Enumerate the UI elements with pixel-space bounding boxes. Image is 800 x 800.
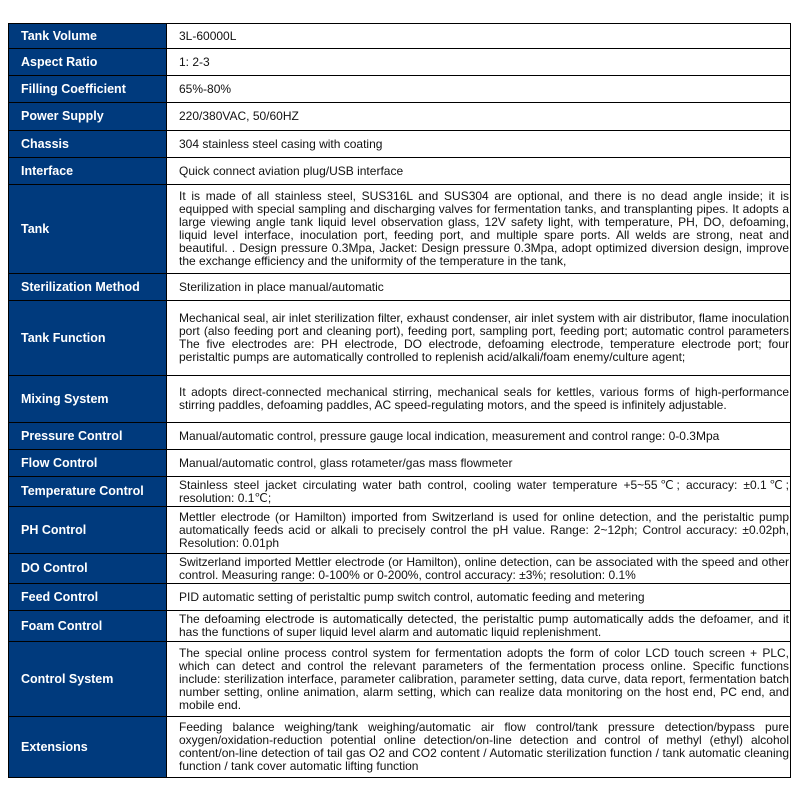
row-value: The special online process control system for fermentation adopts the form of color LCD touch screen + PLC, which can detect and control the relevant parameters of the fermentation process online. Specific functions include: sterilization interface, parameter calibration, parameter setting, data curve, data report, fermentation batch number setting, online animation, alarm setting, which can realize data monitoring on the host end, PC end, and mobile end. [167,642,791,717]
row-label: Temperature Control [9,477,167,507]
row-value: 304 stainless steel casing with coating [167,131,791,158]
row-label: Tank Volume [9,24,167,49]
table-row [9,717,791,778]
row-label: DO Control [9,554,167,584]
row-value: Switzerland imported Mettler electrode (or Hamilton), online detection, can be associated with the speed and other control. Measuring range: 0-100% or 0-200%, control accuracy: ±3%; resolution: 0.1% [167,554,791,584]
table-row [9,301,791,376]
table-row [9,185,791,274]
spec-table [8,23,791,778]
row-label: Feed Control [9,584,167,611]
table-row [9,274,791,301]
table-row [9,642,791,717]
row-value: 65%-80% [167,76,791,103]
row-value: Mechanical seal, air inlet sterilization filter, exhaust condenser, air inlet system with air distributor, flame inoculation port (also feeding port and cleaning port), feeding port, sampling port, feeding port; automatic control parameters The five electrodes are: PH electrode, DO electrode, defoaming electrode, temperature electrode port; four peristaltic pumps are automatically controlled to replenish acid/alkali/foam enemy/culture agent; [167,301,791,376]
table-row [9,376,791,423]
row-label: Mixing System [9,376,167,423]
row-label: Pressure Control [9,423,167,450]
row-label: Power Supply [9,103,167,131]
row-value: It is made of all stainless steel, SUS316L and SUS304 are optional, and there is no dead angle inside; it is equipped with special sampling and discharging valves for fermentation tanks, and transplanting pipes. It adopts a large viewing angle tank liquid level observation glass, 12V safety light, with temperature, PH, DO, defoaming, liquid level interface, inoculation port, feeding port, and multiple spare ports. All welds are strong, neat and beautiful. . Design pressure 0.3Mpa, Jacket: Design pressure 0.3Mpa, adopt optimized diversion design, improve the exchange efficiency and the uniformity of the temperature in the tank, [167,185,791,274]
table-row [9,584,791,611]
row-value: 1: 2-3 [167,49,791,76]
table-row [9,131,791,158]
row-value: 220/380VAC, 50/60HZ [167,103,791,131]
row-value: Feeding balance weighing/tank weighing/automatic air flow control/tank pressure detection/bypass pure oxygen/oxidation-reduction potential online detection/on-line detection and control of methyl (ethyl) alcohol content/on-line detection of tail gas O2 and CO2 content / Automatic sterilization function / tank automatic cleaning function / tank cover automatic lifting function [167,717,791,778]
row-label: Filling Coefficient [9,76,167,103]
row-label: Sterilization Method [9,274,167,301]
table-row [9,158,791,185]
row-label: Tank [9,185,167,274]
row-value: Mettler electrode (or Hamilton) imported from Switzerland is used for online detection, and the peristaltic pump automatically feeds acid or alkali to precisely control the pH value. Range: 2~12ph; Control accuracy: ±0.02ph, Resolution: 0.01ph [167,507,791,554]
row-value: Stainless steel jacket circulating water bath control, cooling water temperature +5~55℃; accuracy: ±0.1℃; resolution: 0.1℃; [167,477,791,507]
table-row [9,507,791,554]
row-value: Manual/automatic control, glass rotameter/gas mass flowmeter [167,450,791,477]
row-value: The defoaming electrode is automatically detected, the peristaltic pump automatically adds the defoamer, and it has the functions of super liquid level alarm and automatic liquid replenishment. [167,611,791,642]
row-value: It adopts direct-connected mechanical stirring, mechanical seals for kettles, various forms of high-performance stirring paddles, defoaming paddles, AC speed-regulating motors, and the speed is infinitely adjustable. [167,376,791,423]
row-label: Interface [9,158,167,185]
row-label: Tank Function [9,301,167,376]
table-row [9,611,791,642]
row-value: PID automatic setting of peristaltic pump switch control, automatic feeding and metering [167,584,791,611]
table-row [9,49,791,76]
row-value: Manual/automatic control, pressure gauge local indication, measurement and control range: 0-0.3Mpa [167,423,791,450]
row-label: Aspect Ratio [9,49,167,76]
row-label: Foam Control [9,611,167,642]
row-value: Sterilization in place manual/automatic [167,274,791,301]
table-row [9,477,791,507]
table-row [9,76,791,103]
table-row [9,423,791,450]
row-value: Quick connect aviation plug/USB interface [167,158,791,185]
table-row [9,103,791,131]
table-row [9,24,791,49]
table-row [9,554,791,584]
row-label: Flow Control [9,450,167,477]
row-label: PH Control [9,507,167,554]
row-value: 3L-60000L [167,24,791,49]
row-label: Control System [9,642,167,717]
table-row [9,450,791,477]
row-label: Extensions [9,717,167,778]
row-label: Chassis [9,131,167,158]
